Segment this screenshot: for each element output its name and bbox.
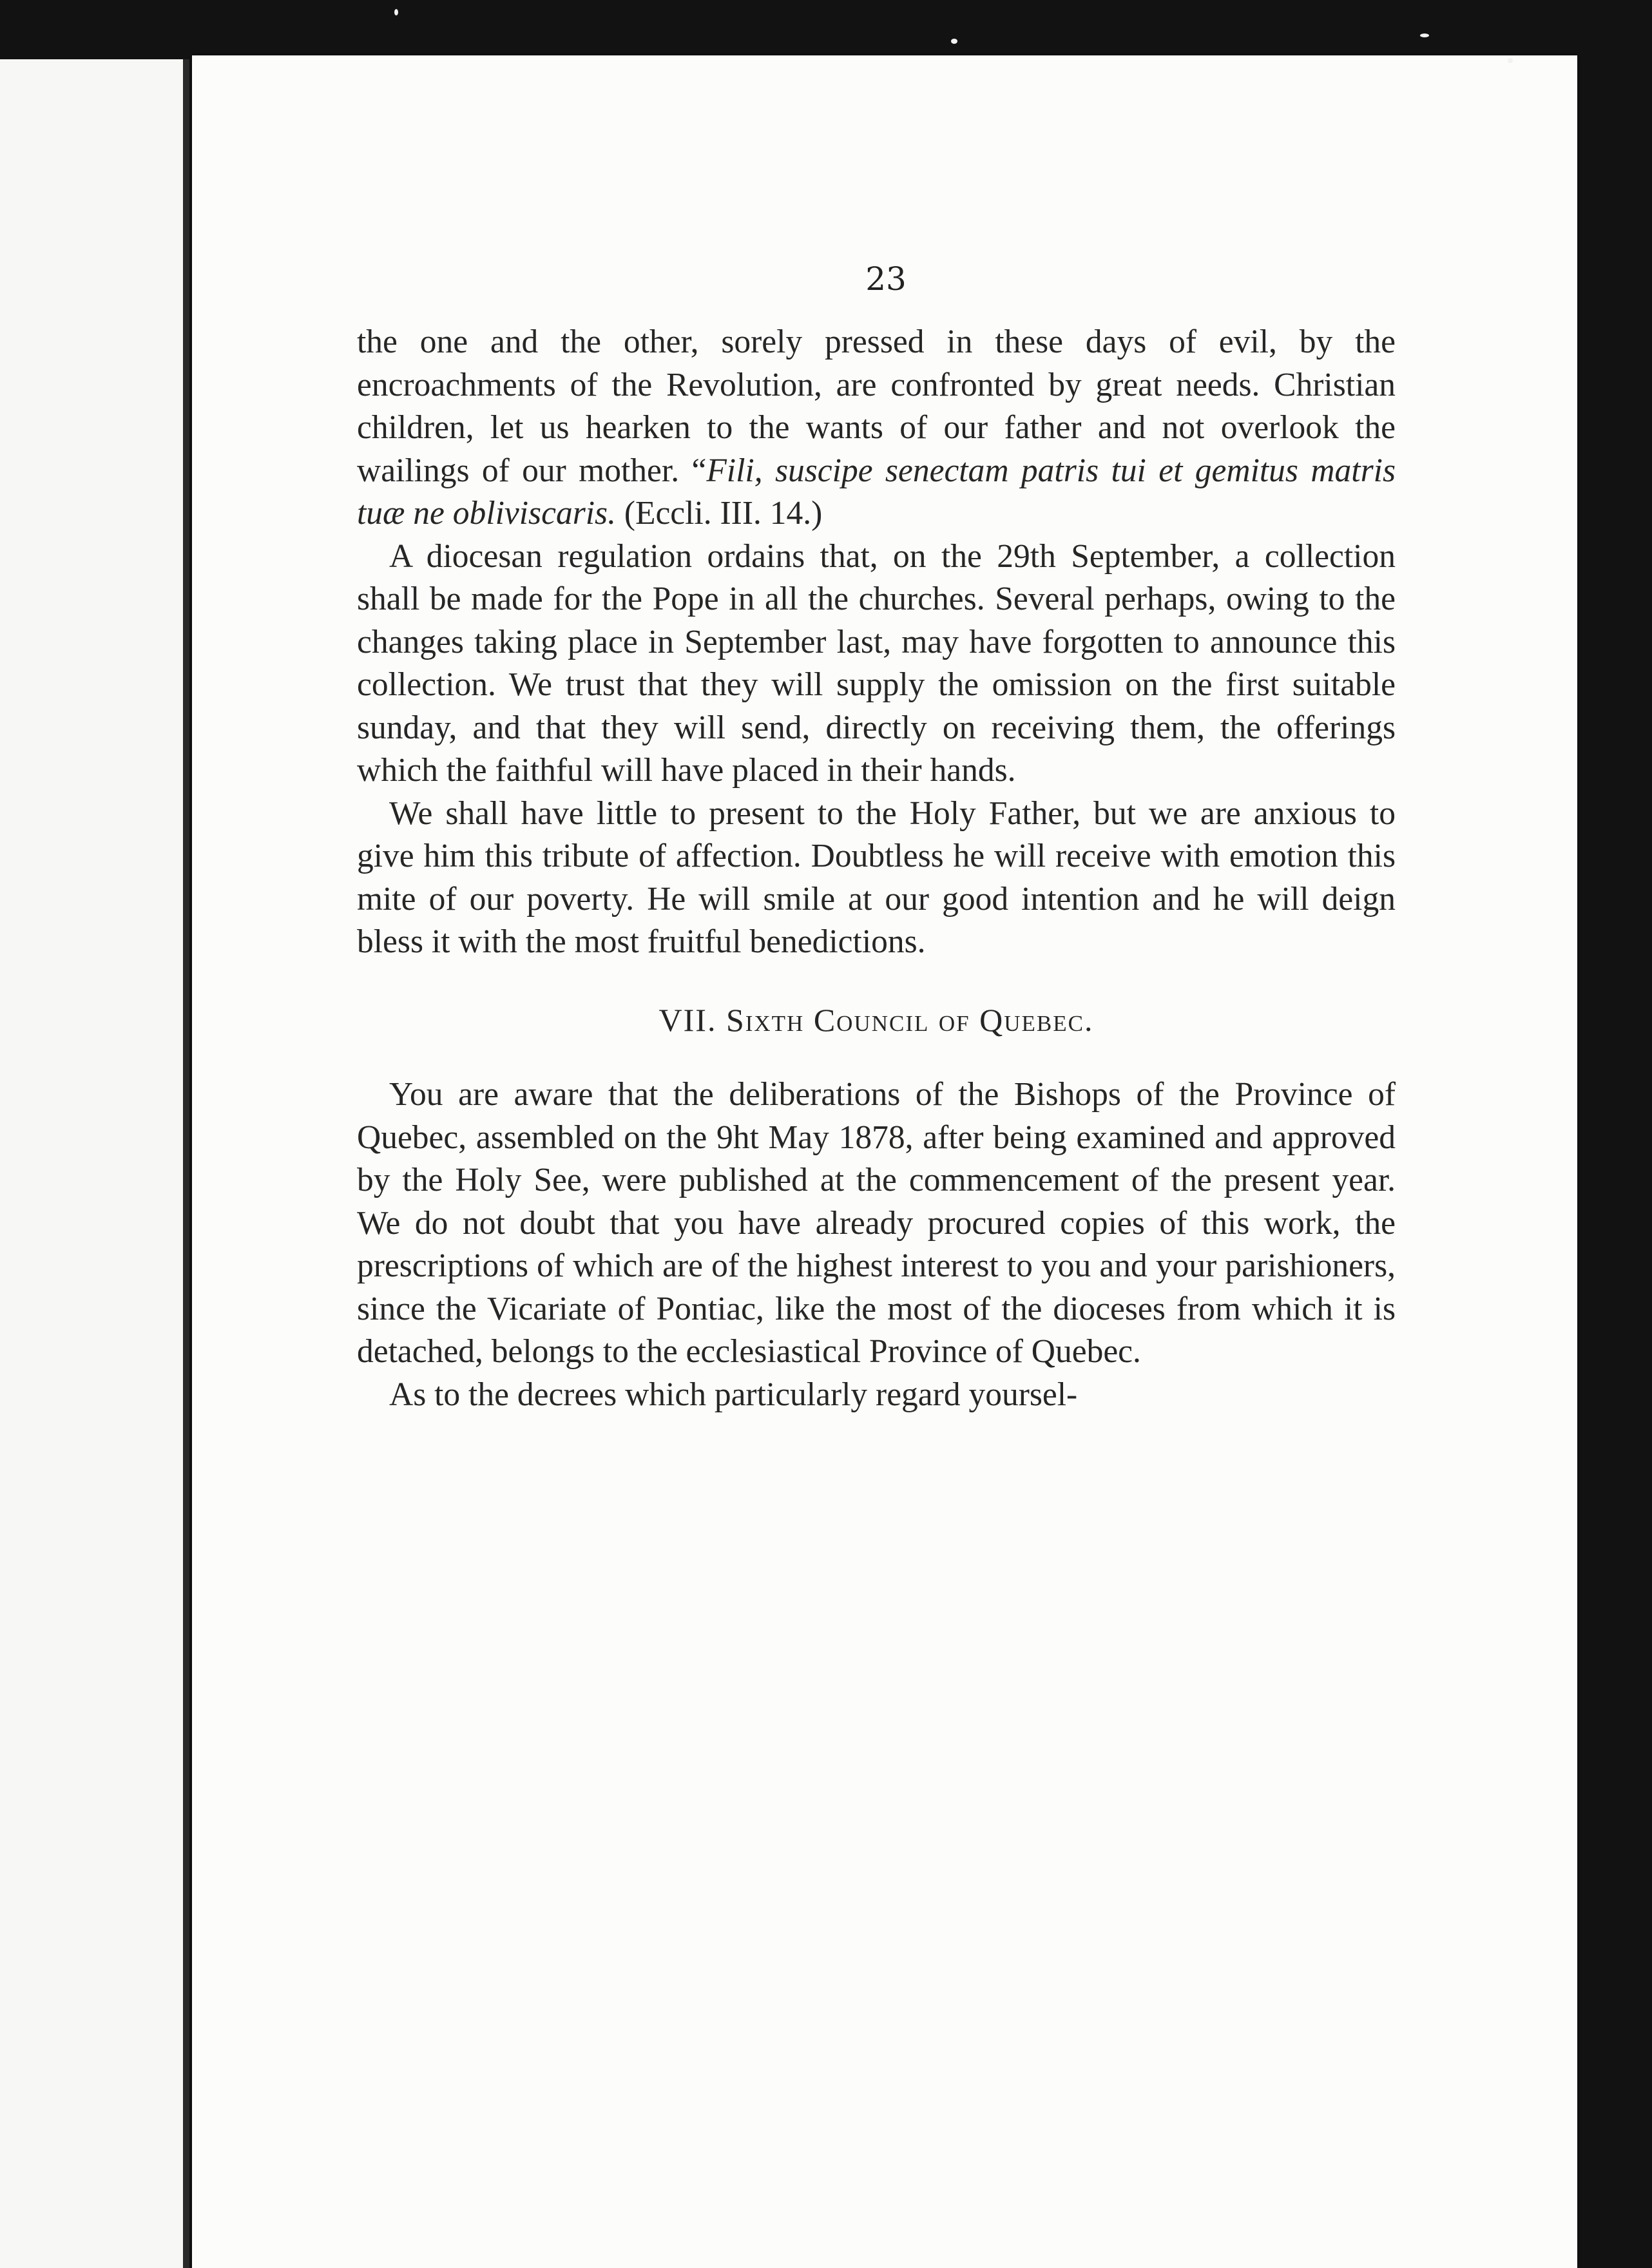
body-text xyxy=(357,321,1396,1416)
page-gutter-shadow xyxy=(183,59,189,2268)
scan-speck xyxy=(394,9,398,15)
paragraph-3: We shall have little to present to the Holy Father, but we are anxious to give him this tribute of affection. Doubtless he will receive with emotion this mite of our poverty. He will smile at our good intention and he will deign bless it with the most fruitful benedictions. xyxy=(357,794,1396,960)
page-number: 23 xyxy=(865,260,907,298)
paragraph-1-text: the one and the other, sorely pressed in these days of evil, by the encroachments of the Revolution, are confronted by great needs. Christian children, let us hearken to the wants of our father and not overlook the wailings of our mother. “ xyxy=(357,323,1396,489)
paragraph-5: As to the decrees which particularly regard yoursel- xyxy=(389,1376,1078,1413)
document-page xyxy=(192,55,1577,2268)
facing-page-edge xyxy=(0,59,188,2268)
latin-quotation: Fili, suscipe senectam patris tui et gemitus matris tuæ ne obliviscaris. xyxy=(357,452,1396,532)
scan-speck xyxy=(1508,58,1513,63)
scan-speck xyxy=(1420,34,1429,37)
scan-speck xyxy=(951,39,957,44)
paragraph-4: You are aware that the deliberations of the Bishops of the Province of Quebec, assembled on the 9ht May 1878, after being examined and approved by the Holy See, were published at the commencement of the present year. We do not doubt that you have already procured copies of this work, the prescriptions of which are of the highest interest to you and your parishioners, since the Vicariate of Pontiac, like the most of the dioceses from which it is detached, belongs to the ecclesiastical Province of Quebec. xyxy=(357,1076,1396,1370)
paragraph-1 xyxy=(357,321,1396,535)
scripture-citation: (Eccli. III. 14.) xyxy=(615,495,823,532)
paragraph-2: A diocesan regulation ordains that, on the 29th September, a collection shall be made for the Pope in all the churches. Several perhaps, owing to the changes taking place in September last, may have forgotten to announce this collection. We trust that they will supply the omission on the first suitable sunday, and that they will send, directly on receiving them, the offerings which the faithful will have placed in their hands. xyxy=(357,537,1396,789)
section-heading: VII. Sixth Council of Quebec. xyxy=(658,1001,1094,1038)
